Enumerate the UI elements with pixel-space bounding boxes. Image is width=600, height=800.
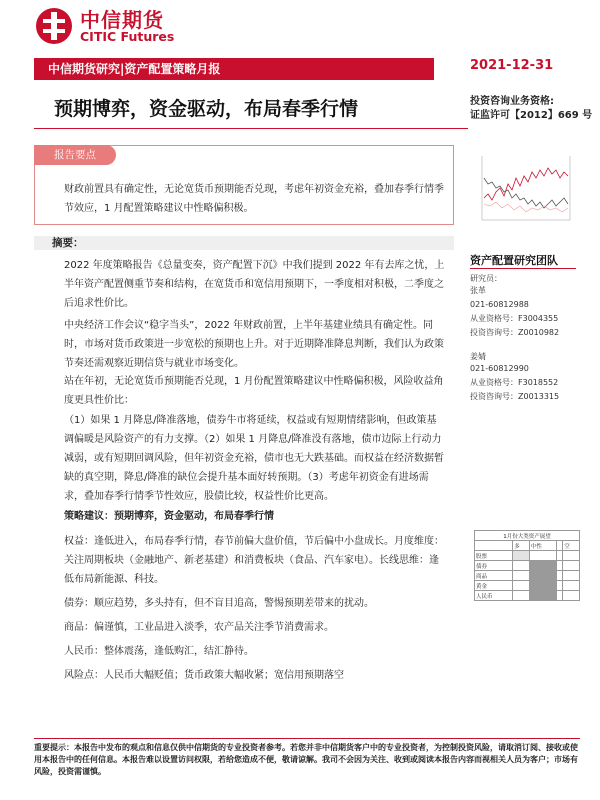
abstract-label: 摘要： bbox=[34, 236, 454, 250]
summary-text: 财政前置具有确定性，无论宽货币预期能否兑现，考虑年初资金充裕，叠加春季行情季节效应，1 月配置策略建议中性略偏积极。 bbox=[64, 184, 444, 214]
outlook-row-label: 股票 bbox=[475, 551, 513, 561]
outlook-row-label: 黄金 bbox=[475, 581, 513, 591]
report-title: 预期博弈，资金驱动，布局春季行情 bbox=[54, 98, 359, 120]
team-line: 从业资格号：F3004355 bbox=[470, 314, 559, 323]
outlook-col-header: 多 bbox=[513, 541, 530, 551]
thumbnail-chart-image bbox=[470, 148, 576, 230]
outlook-col-header: 中性 bbox=[529, 541, 556, 551]
outlook-row-label: 人民币 bbox=[475, 591, 513, 601]
report-series-bar: 中信期货研究|资产配置策略月报 bbox=[34, 58, 434, 80]
strategy-heading: 策略建议：预期博弈，资金驱动，布局春季行情 bbox=[64, 511, 274, 522]
abstract-paragraph: 2022 年度策略报告《总量变奏，资产配置下沉》中我们提到 2022 年有去库之忧，上半年资产配置侧重节奏和结构，在宽货币和宽信用预期下，一季度相对积极，二季度之后追求性价比。 bbox=[64, 260, 445, 309]
outlook-row-label: 商品 bbox=[475, 571, 513, 581]
team-line: 投资咨询号：Z0010982 bbox=[470, 328, 560, 337]
team-line: 021-60812990 bbox=[470, 364, 529, 373]
team-line: 研究员： bbox=[470, 274, 502, 283]
commodity-view: 商品：偏谨慎，工业品进入淡季，农产品关注季节消费需求。 bbox=[64, 622, 334, 633]
outlook-row-label: 债券 bbox=[475, 561, 513, 571]
team-line: 从业资格号：F3018552 bbox=[470, 378, 559, 387]
footer-divider bbox=[34, 738, 580, 739]
team-line: 张革 bbox=[470, 286, 486, 295]
header-divider bbox=[34, 128, 468, 129]
abstract-paragraph: 中央经济工作会议“稳字当头”，2022 年财政前置，上半年基建业绩具有确定性。同时，市场对货币政策进一步宽松的预期也上升。对于近期降准降息判断，我们认为政策节奏还需观察近期信贷与就业市场变化。 bbox=[64, 320, 444, 369]
brand-name-cn: 中信期货 bbox=[80, 8, 164, 32]
abstract-paragraph: （1）如果 1 月降息/降准落地，债券牛市将延续，权益或有短期情绪影响，但政策基调偏暖是风险资产的有力支撑。（2）如果 1 月降息/降准没有落地，债市边际上行动力减弱，或有短期回调风险，但年初资金充裕，债市也无大跌基础。而权益在经济数据暂缺的真空期，降息/降准的缺位会提升基本面好转预期。（3）考虑年初资金有进场需求，叠加春季行情季节性效应，股债比较，权益性价比更高。 bbox=[64, 415, 444, 502]
citic-logo-icon bbox=[34, 6, 74, 46]
qualification-label: 投资咨询业务资格: bbox=[470, 96, 554, 107]
brand-name-en: CITIC Futures bbox=[80, 29, 175, 44]
risk-points: 风险点：人民币大幅贬值；货币政策大幅收紧；宽信用预期落空 bbox=[64, 670, 344, 681]
outlook-table-title: 1月份大类资产展望 bbox=[475, 531, 580, 541]
team-line: 姜婧 bbox=[470, 352, 486, 361]
team-line: 021-60812988 bbox=[470, 300, 529, 309]
team-title: 资产配置研究团队 bbox=[470, 254, 558, 267]
abstract-paragraph: 站在年初，无论宽货币预期能否兑现，1 月份配置策略建议中性略偏积极，风险收益角度更具性价比： bbox=[64, 376, 444, 406]
rmb-view: 人民币：整体震荡，逢低购汇，结汇静待。 bbox=[64, 646, 254, 657]
equity-view: 权益：逢低进入，布局春季行情，春节前偏大盘价值，节后偏中小盘成长。月度维度：关注周期板块（金融地产、新老基建）和消费板块（食品、汽车家电）。长线思维：逢低布局新能源、科技。 bbox=[64, 536, 444, 585]
outlook-table bbox=[474, 530, 580, 601]
summary-tag: 报告要点 bbox=[34, 145, 116, 165]
report-date: 2021-12-31 bbox=[470, 58, 554, 73]
license-number: 证监许可【2012】669 号 bbox=[470, 110, 593, 121]
team-divider bbox=[470, 268, 576, 269]
team-line: 投资咨询号：Z0013315 bbox=[470, 392, 560, 401]
outlook-col-header bbox=[475, 541, 513, 551]
outlook-col-header: 空 bbox=[563, 541, 580, 551]
bond-view: 债券：顺应趋势，多头持有，但不盲目追高，警惕预期差带来的扰动。 bbox=[64, 598, 374, 609]
disclaimer-text: 重要提示：本报告中发布的观点和信息仅供中信期货的专业投资者参考。若您并非中信期货客户中的专业投资者，为控制投资风险，请取消订阅、接收或使用本报告中的任何信息。本报告难以设置访问权限，若给您造成不便，敬请谅解。我司不会因为关注、收到或阅读本报告内容而视相关人员为客户；市场有风险，投资需谨慎。 bbox=[34, 743, 578, 776]
